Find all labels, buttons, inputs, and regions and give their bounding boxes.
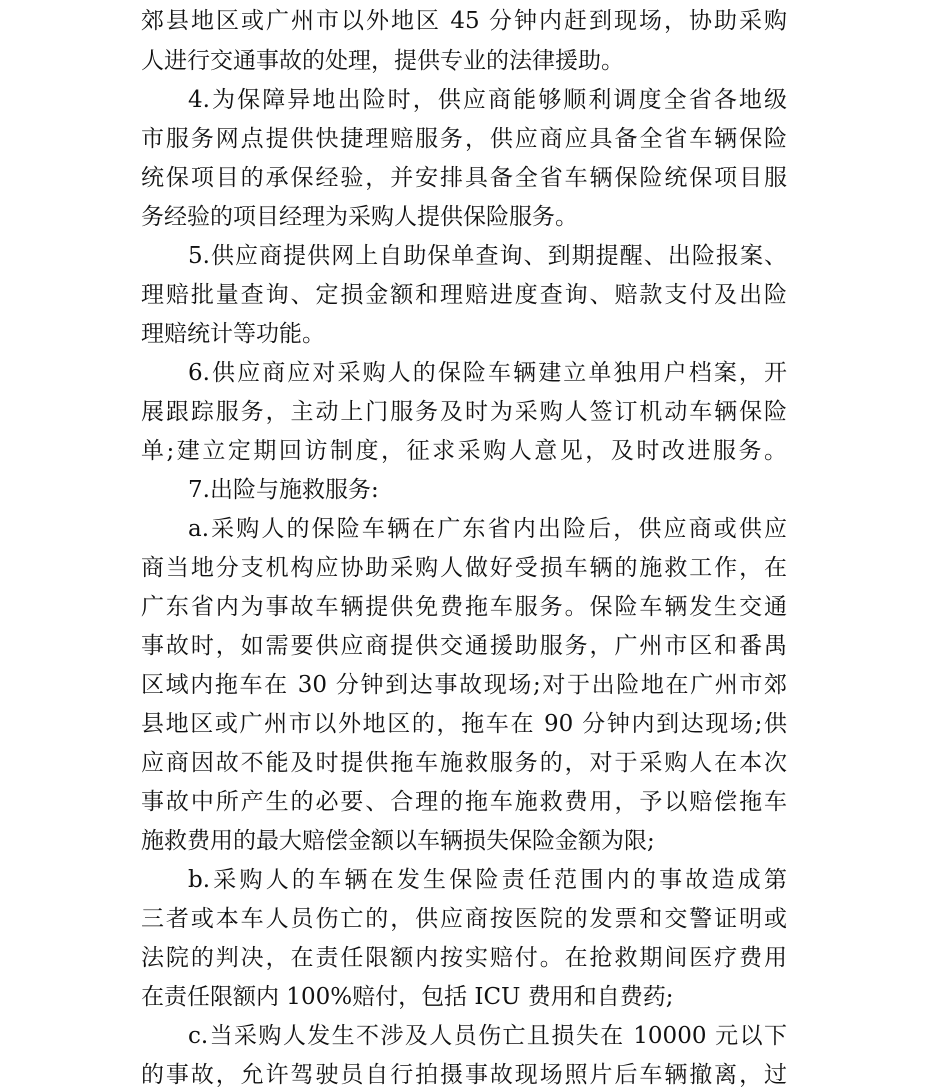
- text-line: 人进行交通事故的处理，提供专业的法律援助。: [141, 48, 624, 74]
- text-line: b.采购人的车辆在发生保险责任范围内的事故造成第: [188, 867, 787, 893]
- text-line: 5.供应商提供网上自助保单查询、到期提醒、出险报案、: [188, 243, 787, 269]
- text-line: 单;建立定期回访制度，征求采购人意见，及时改进服务。: [141, 438, 787, 464]
- text-line: 4.为保障异地出险时，供应商能够顺利调度全省各地级: [188, 87, 787, 113]
- text-line: 县地区或广州市以外地区的，拖车在 90 分钟内到达现场;供: [141, 711, 787, 737]
- text-line: 展跟踪服务，主动上门服务及时为采购人签订机动车辆保险: [141, 399, 787, 425]
- text-line: 广东省内为事故车辆提供免费拖车服务。保险车辆发生交通: [141, 594, 787, 620]
- text-line: 应商因故不能及时提供拖车施救服务的，对于采购人在本次: [141, 750, 787, 776]
- text-line: 事故中所产生的必要、合理的拖车施救费用，予以赔偿拖车: [141, 789, 787, 815]
- text-line: 事故时，如需要供应商提供交通援助服务，广州市区和番禺: [141, 633, 787, 659]
- text-line: a.采购人的保险车辆在广东省内出险后，供应商或供应: [188, 516, 787, 542]
- text-line: 在责任限额内 100%赔付，包括 ICU 费用和自费药;: [141, 984, 674, 1010]
- text-line: c.当采购人发生不涉及人员伤亡且损失在 10000 元以下: [188, 1023, 787, 1049]
- text-line: 务经验的项目经理为采购人提供保险服务。: [141, 204, 578, 230]
- text-line: 施救费用的最大赔偿金额以车辆损失保险金额为限;: [141, 828, 655, 854]
- text-line: 三者或本车人员伤亡的，供应商按医院的发票和交警证明或: [141, 906, 787, 932]
- text-line: 法院的判决，在责任限额内按实赔付。在抢救期间医疗费用: [141, 945, 787, 971]
- text-line: 商当地分支机构应协助采购人做好受损车辆的施救工作，在: [141, 555, 787, 581]
- text-line: 郊县地区或广州市以外地区 45 分钟内赶到现场，协助采购: [141, 8, 787, 34]
- text-line: 的事故，允许驾驶员自行拍摄事故现场照片后车辆撤离，过: [141, 1062, 787, 1088]
- text-line: 理赔批量查询、定损金额和理赔进度查询、赔款支付及出险: [141, 282, 787, 308]
- text-line: 市服务网点提供快捷理赔服务，供应商应具备全省车辆保险: [141, 126, 787, 152]
- text-line: 理赔统计等功能。: [141, 321, 325, 347]
- text-line: 6.供应商应对采购人的保险车辆建立单独用户档案，开: [188, 360, 787, 386]
- text-line: 区域内拖车在 30 分钟到达事故现场;对于出险地在广州市郊: [141, 672, 787, 698]
- text-line: 统保项目的承保经验，并安排具备全省车辆保险统保项目服: [141, 165, 787, 191]
- text-line: 7.出险与施救服务:: [188, 477, 379, 503]
